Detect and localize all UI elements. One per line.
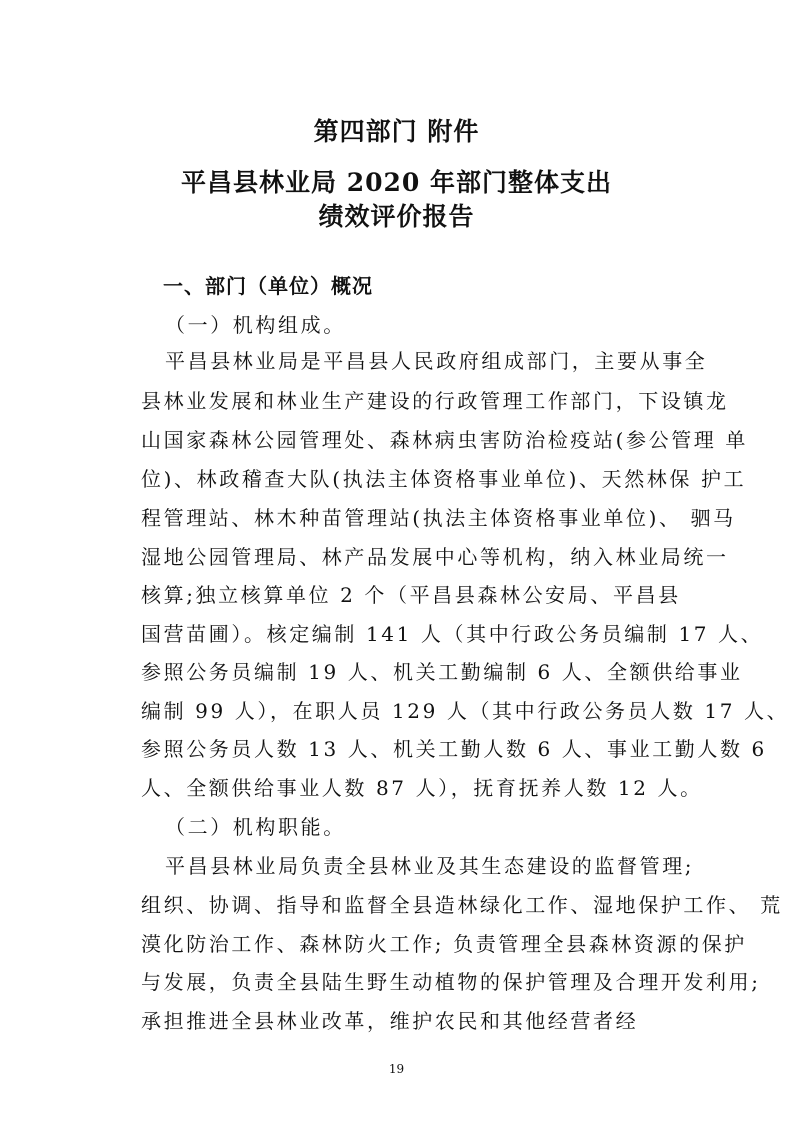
subsection-heading: （二）机构职能。: [165, 815, 346, 839]
text-line: 编制 99 人），在职人员 129 人（其中行政公务员人数 17 人、: [141, 699, 790, 723]
text-line: 国营苗圃）。核定编制 141 人（其中行政公务员编制 17 人、: [141, 622, 764, 646]
text-line: 参照公务员人数 13 人、机关工勤人数 6 人、事业工勤人数 6: [141, 737, 767, 761]
subsection-heading: （一）机构组成。: [165, 313, 346, 337]
text-line: 人、全额供给事业人数 87 人），抚育抚养人数 12 人。: [141, 776, 703, 800]
text-line: 平昌县林业局负责全县林业及其生态建设的监督管理;: [165, 854, 695, 878]
text-line: 湿地公园管理局、林产品发展中心等机构，纳入林业局统一: [141, 545, 729, 569]
text-line: 位)、林政稽查大队(执法主体资格事业单位)、天然林保 护工: [141, 467, 747, 491]
text-line: 县林业发展和林业生产建设的行政管理工作部门，下设镇龙: [141, 389, 729, 413]
text-line: 与发展，负责全县陆生野生动植物的保护管理及合理开发利用;: [141, 970, 761, 994]
doc-subtitle-2: 绩效评价报告: [318, 202, 475, 231]
text-line: 平昌县林业局是平昌县人民政府组成部门，主要从事全: [165, 349, 708, 373]
text-line: 山国家森林公园管理处、森林病虫害防治检疫站(参公管理 单: [141, 428, 748, 452]
text-line: 组织、协调、指导和监督全县造林绿化工作、湿地保护工作、 荒: [141, 893, 783, 917]
text-line: 核算;独立核算单位 2 个（平昌县森林公安局、平昌县: [141, 583, 681, 607]
page-number: 19: [388, 1062, 405, 1076]
text-line: 程管理站、林木种苗管理站(执法主体资格事业单位)、 驷马: [141, 506, 736, 530]
section-heading: 一、部门（单位）概况: [163, 274, 373, 298]
doc-title: 第四部门 附件: [313, 117, 480, 146]
text-line: 漠化防治工作、森林防火工作; 负责管理全县森林资源的保护: [141, 932, 747, 956]
text-line: 参照公务员编制 19 人、机关工勤编制 6 人、全额供给事业: [141, 660, 743, 684]
text-line: 承担推进全县林业改革，维护农民和其他经营者经: [141, 1009, 639, 1033]
doc-subtitle: 平昌县林业局 2020 年部门整体支出: [181, 168, 612, 197]
